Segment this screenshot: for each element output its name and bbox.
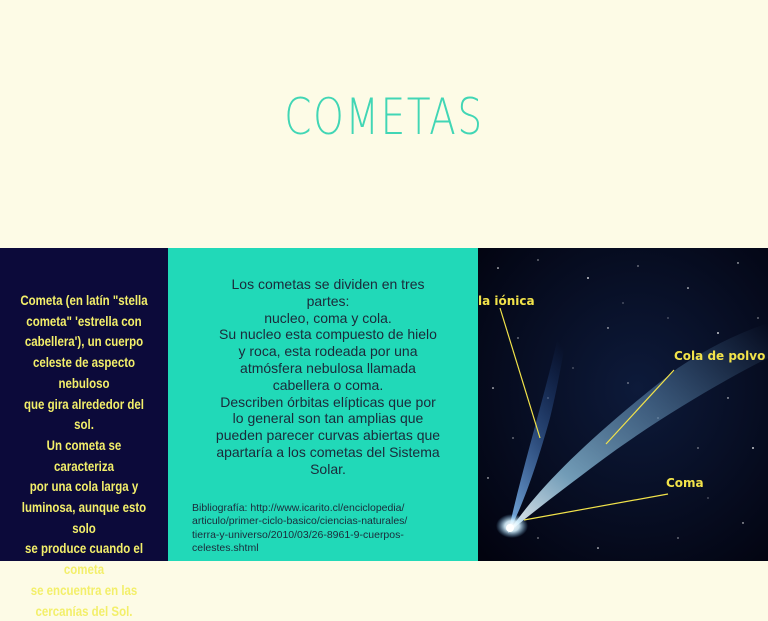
definition-text: Cometa (en latín "stella cometa" 'estrella con cabellera'), un cuerpo celeste de aspecto nebuloso que gira alrededor del sol. Un cometa se caracteriza por una cola larga y luminosa, aunque esto solo se produce cuando el cometa se encuentra en las cercanías del Sol.: [20, 292, 148, 619]
dust-tail-label: Cola de polvo: [674, 349, 766, 363]
ion-tail-label: la iónica: [478, 294, 535, 308]
comet-image: [478, 248, 768, 561]
page-title: COMETAS: [284, 88, 484, 146]
definition-panel: [0, 248, 168, 619]
parts-text: Los cometas se dividen en tres partes: nucleo, coma y cola. Su nucleo esta compuesto de hielo y roca, esta rodeada por una atmósfera nebulosa llamada cabellera o coma. Describen órbitas elípticas que por lo general son tan amplias que pueden parecer curvas abiertas que apartaría a los cometas del Sistema Solar.: [215, 276, 441, 477]
definition-text-block: [0, 290, 168, 621]
header-area: [0, 0, 768, 248]
nucleus: [506, 524, 514, 532]
parts-panel: [168, 248, 478, 561]
bibliography-text: Bibliografía: http://www.icarito.cl/enciclopedia/ articulo/primer-ciclo-basico/ciencias-naturales/ tierra-y-universo/2010/03/26-8961-9-cuerpos- celestes.shtml: [192, 502, 408, 555]
coma-label: Coma: [666, 476, 704, 490]
